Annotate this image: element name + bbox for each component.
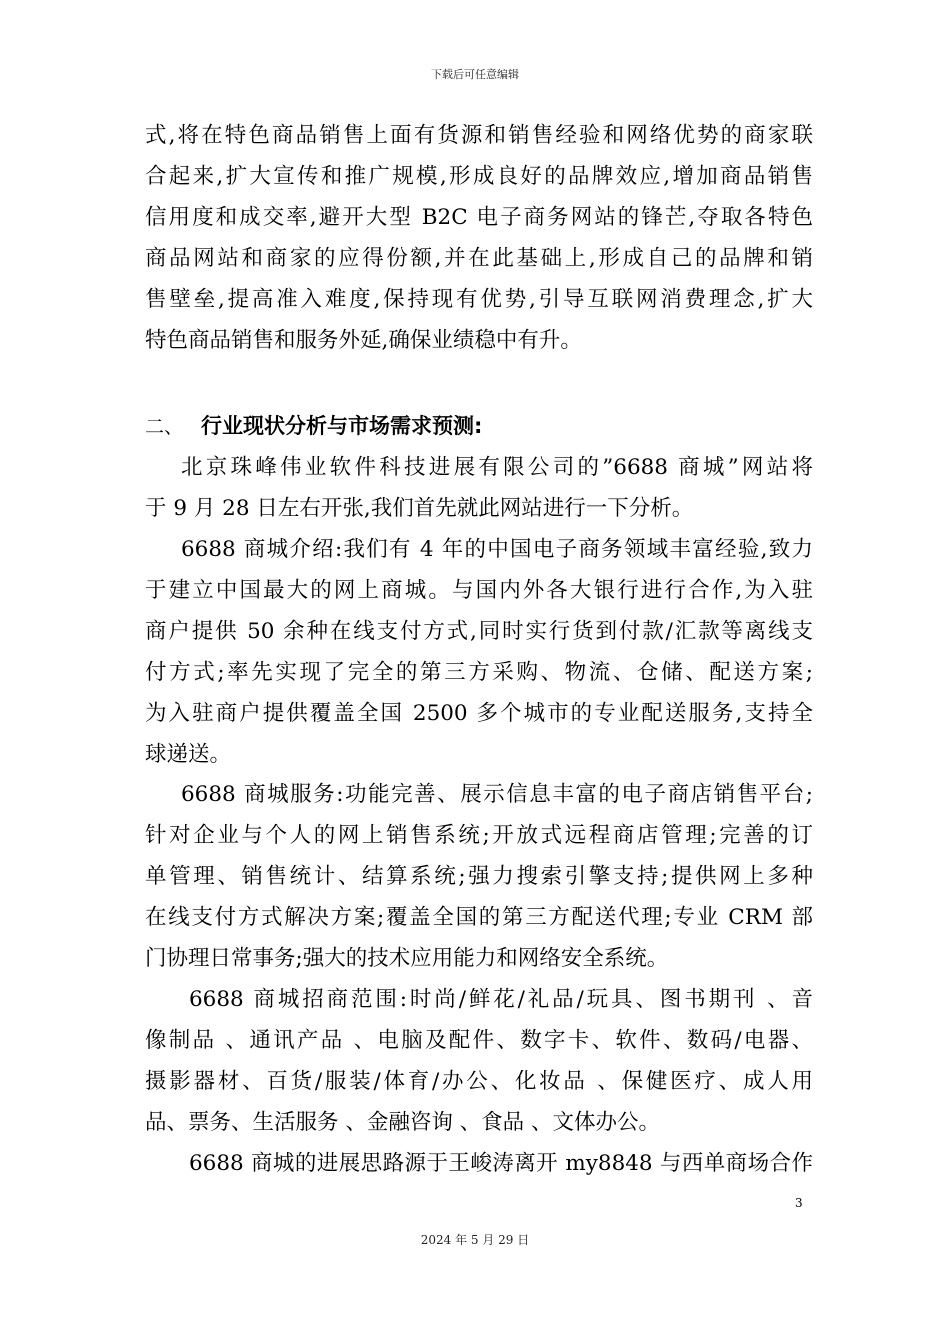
text-line: 于建立中国最大的网上商城。与国内外各大银行进行合作,为入驻 <box>145 578 813 603</box>
paragraph-company <box>145 447 813 529</box>
text-line: 球递送。 <box>145 742 232 767</box>
text-line: 6688 商城服务:功能完善、展示信息丰富的电子商店销售平台; <box>181 782 813 807</box>
text-line: 像制品 、通讯产品 、电脑及配件、数字卡、软件、数码/电器、 <box>145 1028 813 1053</box>
text-line: 北京珠峰伟业软件科技进展有限公司的”6688 商城”网站将 <box>181 455 813 480</box>
page-header: 下载后可任意编辑 <box>431 68 519 81</box>
text-line: 售壁垒,提高准入难度,保持现有优势,引导互联网消费理念,扩大 <box>145 287 813 312</box>
paragraph-development <box>145 1143 813 1184</box>
text-line: 6688 商城的进展思路源于王峻涛离开 my8848 与西单商场合作 <box>189 1151 813 1176</box>
paragraph-scope <box>145 979 813 1143</box>
text-line: 单管理、销售统计、结算系统;强力搜索引擎支持;提供网上多种 <box>145 864 813 889</box>
text-line: 式,将在特色商品销售上面有货源和销售经验和网络优势的商家联 <box>145 123 813 148</box>
text-line: 6688 商城招商范围:时尚/鲜花/礼品/玩具、图书期刊 、音 <box>189 987 813 1012</box>
text-line: 门协理日常事务;强大的技术应用能力和网络安全系统。 <box>145 946 669 971</box>
text-line: 付方式;率先实现了完全的第三方采购、物流、仓储、配送方案; <box>145 660 813 685</box>
text-line: 针对企业与个人的网上销售系统;开放式远程商店管理;完善的订 <box>145 823 813 848</box>
text-line: 于 9 月 28 日左右开张,我们首先就此网站进行一下分析。 <box>145 496 694 521</box>
text-line: 在线支付方式解决方案;覆盖全国的第三方配送代理;专业 CRM 部 <box>145 905 813 930</box>
section-title: 行业现状分析与市场需求预测: <box>201 414 483 438</box>
text-line: 为入驻商户提供覆盖全国 2500 多个城市的专业配送服务,支持全 <box>145 701 813 726</box>
text-line: 合起来,扩大宣传和推广规模,形成良好的品牌效应,增加商品销售 <box>145 164 813 189</box>
section-heading <box>145 406 813 448</box>
text-line: 6688 商城介绍:我们有 4 年的中国电子商务领域丰富经验,致力 <box>181 537 813 562</box>
paragraph-intro <box>145 115 813 361</box>
text-line: 信用度和成交率,避开大型 B2C 电子商务网站的锋芒,夺取各特色 <box>145 205 813 230</box>
text-line: 摄影器材、百货/服装/体育/办公、化妆品 、保健医疗、成人用 <box>145 1069 813 1094</box>
text-line: 商户提供 50 余种在线支付方式,同时实行货到付款/汇款等离线支 <box>145 619 813 644</box>
paragraph-service <box>145 774 813 979</box>
page-footer-date: 2024 年 5 月 29 日 <box>420 1233 530 1247</box>
text-line: 品、票务、生活服务 、金融咨询 、食品 、文体办公。 <box>145 1110 661 1135</box>
text-line: 特色商品销售和服务外延,确保业绩稳中有升。 <box>145 328 582 353</box>
page-number: 3 <box>795 1196 803 1210</box>
paragraph-about <box>145 529 813 775</box>
section-number: 二、 <box>145 416 184 438</box>
text-line: 商品网站和商家的应得份额,并在此基础上,形成自己的品牌和销 <box>145 246 813 271</box>
